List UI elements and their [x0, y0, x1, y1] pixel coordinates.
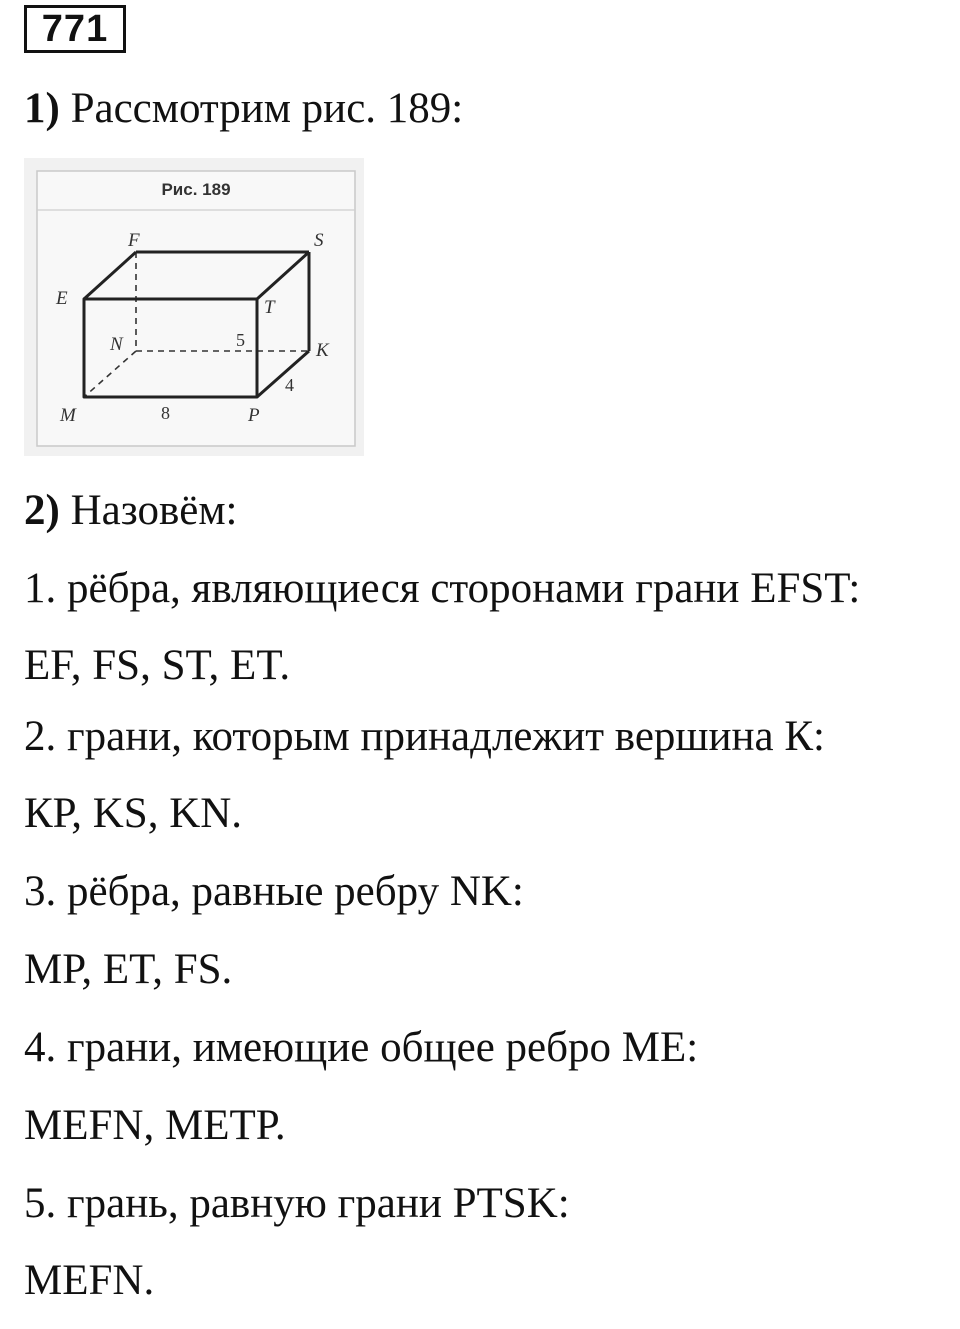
figure-caption: Рис. 189: [161, 180, 231, 199]
vertex-p-label: P: [248, 405, 260, 426]
vertex-t-label: T: [264, 297, 275, 318]
problem-number: 771: [24, 5, 126, 53]
vertex-e-label: E: [56, 288, 68, 309]
item-2-answer: КР, KS, KN.: [24, 790, 243, 837]
part2-text: Назовём:: [59, 487, 238, 534]
part2-line: [24, 485, 238, 537]
part1-text: Рассмотрим рис. 189:: [59, 85, 464, 132]
item-3-answer: MP, ET, FS.: [24, 946, 233, 993]
part1-marker: 1): [24, 85, 60, 132]
item-4-question: 4. грани, имеющие общее ребро ME:: [24, 1024, 699, 1071]
item-4-answer: MEFN, METP.: [24, 1102, 286, 1149]
vertex-s-label: S: [314, 230, 324, 251]
box-diagram: [24, 158, 364, 456]
length-label: 8: [161, 403, 170, 423]
vertex-n-label: N: [110, 334, 123, 355]
item-5-answer: MEFN.: [24, 1257, 155, 1304]
vertex-m-label: M: [60, 405, 76, 426]
height-label: 5: [236, 330, 245, 350]
item-2-question: 2. грани, которым принадлежит вершина К:: [24, 713, 826, 760]
vertex-f-label: F: [128, 230, 140, 251]
vertex-k-label: K: [316, 340, 329, 361]
part2-marker: 2): [24, 487, 60, 534]
item-1-answer: EF, FS, ST, ET.: [24, 642, 291, 689]
item-5-question: 5. грань, равную грани PTSK:: [24, 1180, 570, 1227]
item-1-question: 1. рёбра, являющиеся сторонами грани EFST:: [24, 565, 861, 612]
figure-189: [24, 158, 364, 456]
part1-line: [24, 83, 463, 135]
width-label: 4: [285, 375, 294, 395]
item-3-question: 3. рёбра, равные ребру NK:: [24, 868, 524, 915]
